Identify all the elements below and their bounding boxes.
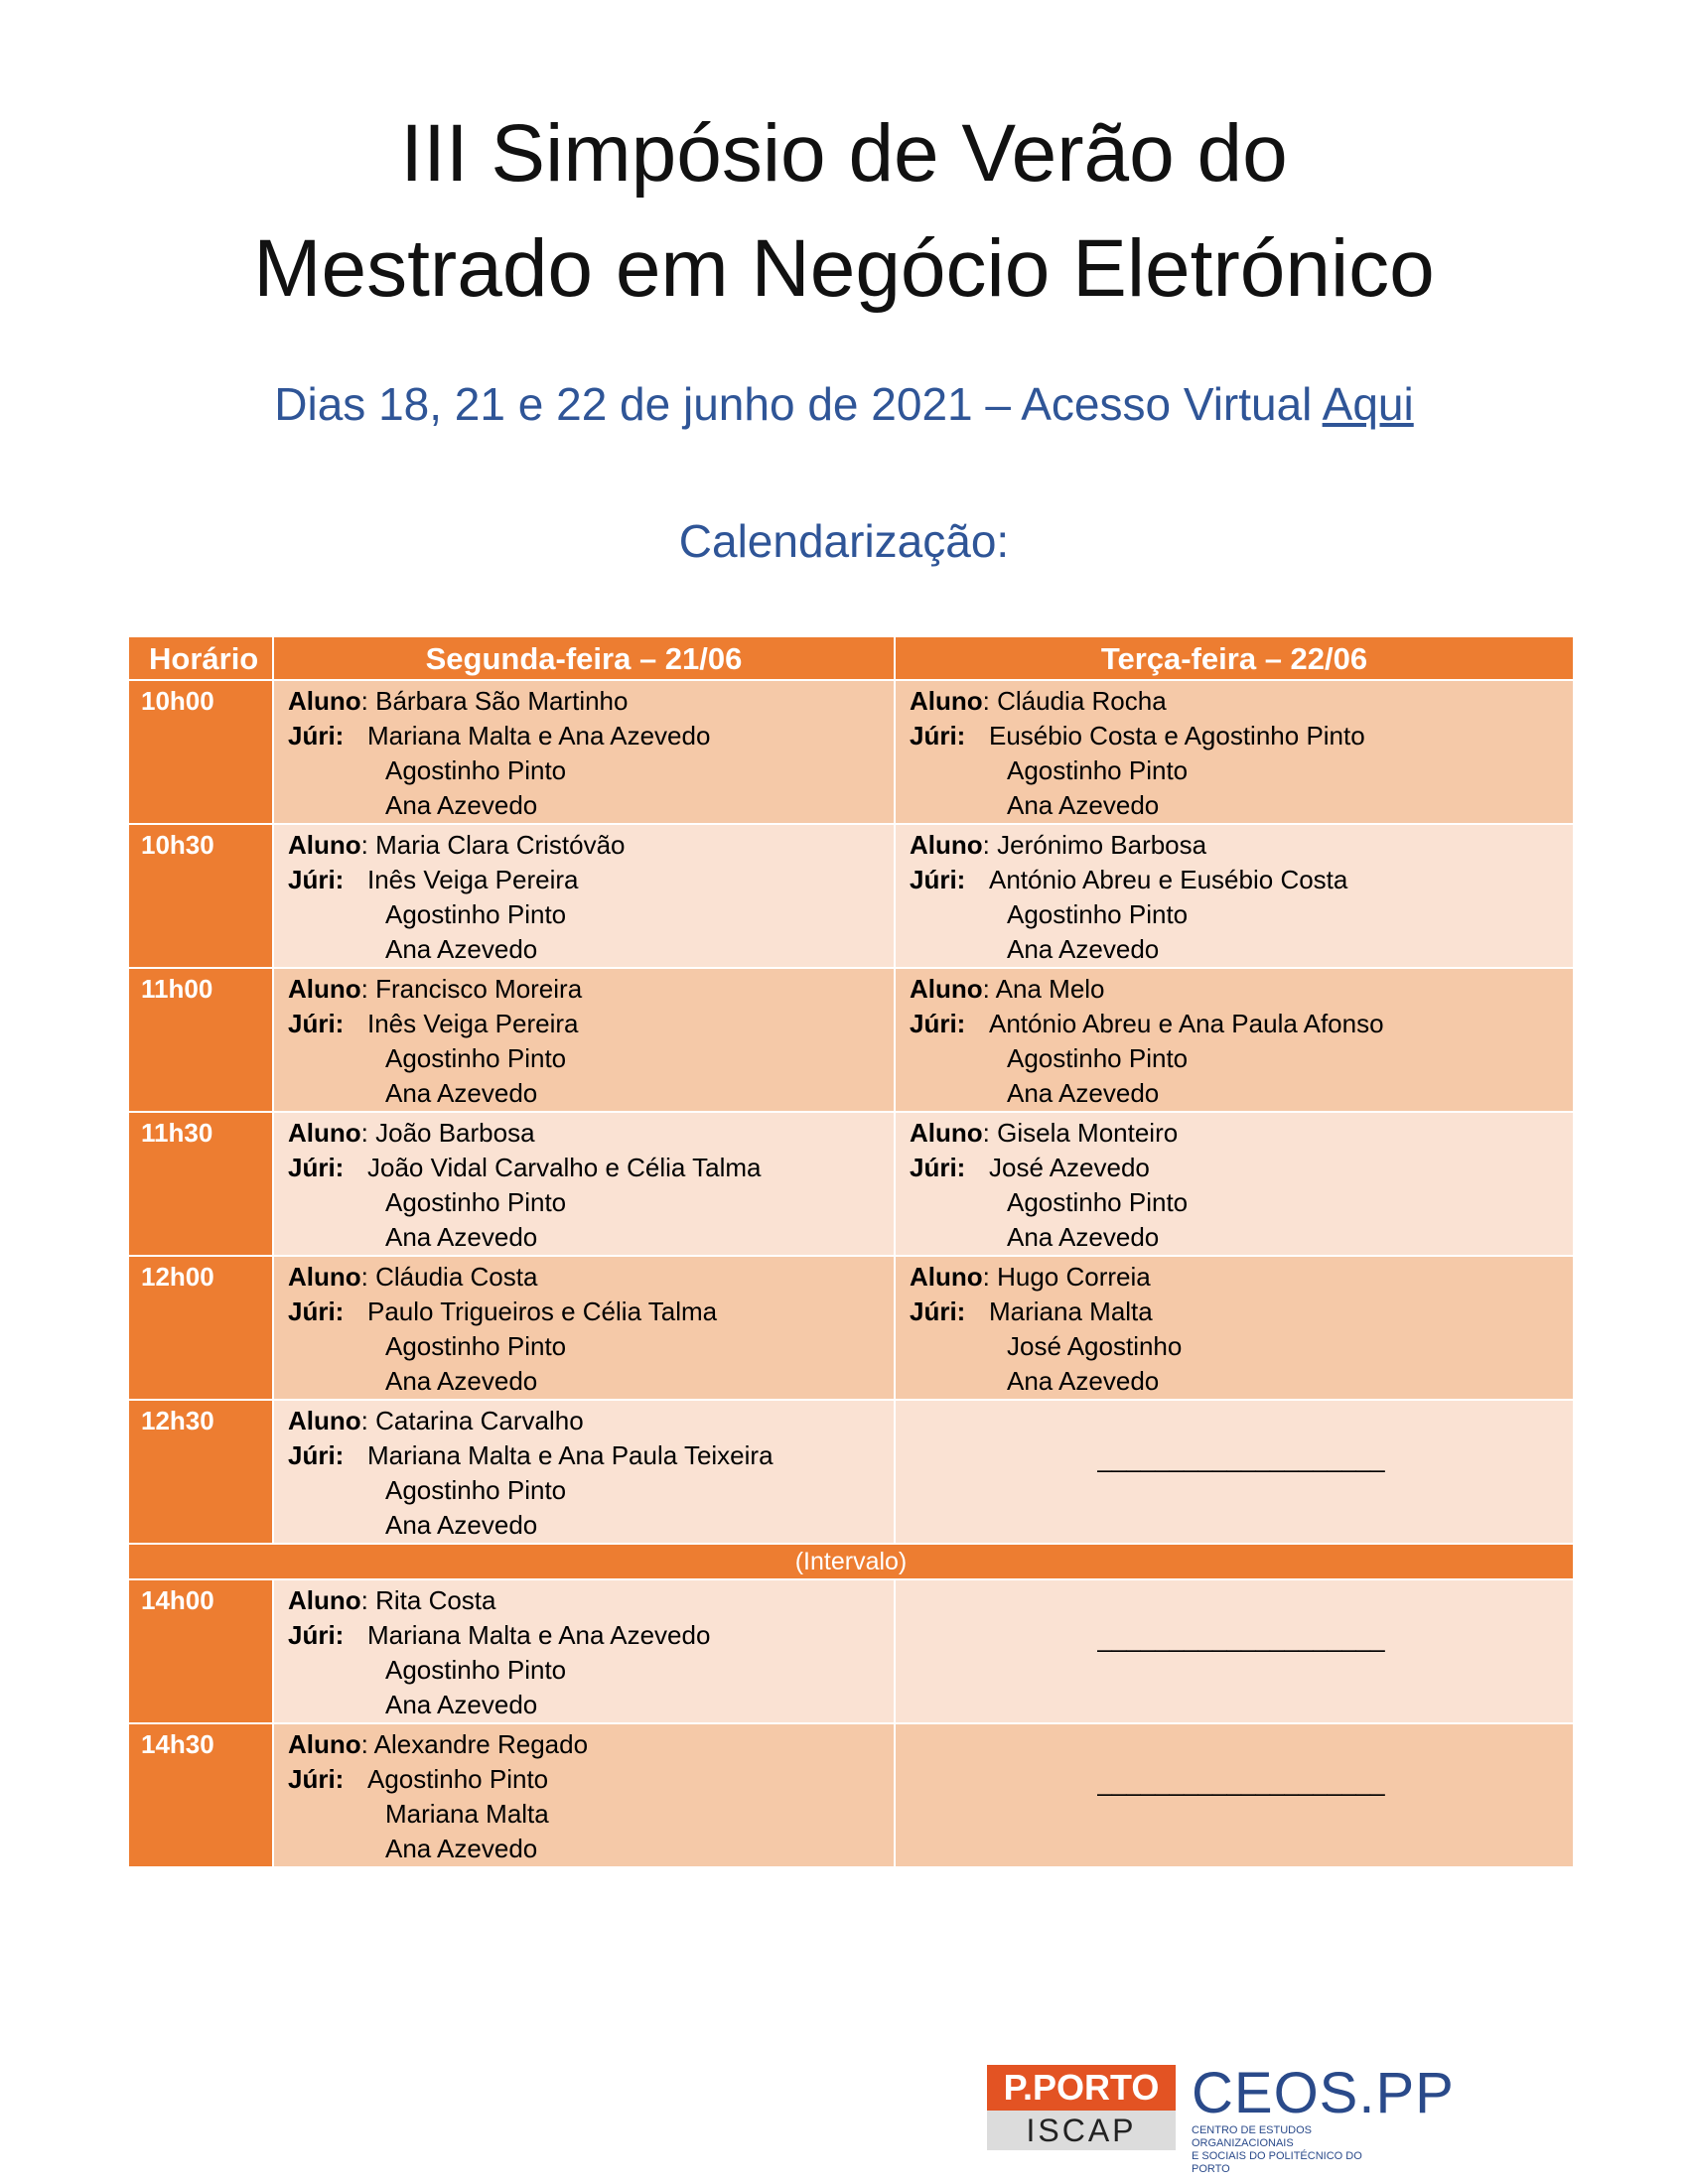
aluno-name: Jerónimo Barbosa	[997, 830, 1207, 860]
tuesday-cell-empty	[895, 1723, 1574, 1867]
monday-cell: Aluno: Catarina Carvalho Júri: Mariana Malta e Ana Paula Teixeira Agostinho Pinto Ana Azevedo	[273, 1400, 895, 1544]
monday-cell: Aluno: João Barbosa Júri: João Vidal Carvalho e Célia Talma Agostinho Pinto Ana Azevedo	[273, 1112, 895, 1256]
time-cell: 14h00	[128, 1579, 273, 1723]
table-header-row	[128, 636, 1574, 680]
juri-member: Ana Azevedo	[385, 1078, 538, 1108]
ceos-subtitle-1: CENTRO DE ESTUDOS ORGANIZACIONAIS	[1192, 2124, 1313, 2149]
juri-label: Júri:	[288, 1440, 345, 1470]
juri-member: Agostinho Pinto	[385, 1043, 567, 1073]
aluno-name: Alexandre Regado	[373, 1729, 589, 1759]
juri-member: Ana Azevedo	[1007, 934, 1160, 964]
monday-cell: Aluno: Cláudia Costa Júri: Paulo Trigueiros e Célia Talma Agostinho Pinto Ana Azevedo	[273, 1256, 895, 1400]
access-link[interactable]: Aqui	[1322, 378, 1414, 430]
aluno-name: Gisela Monteiro	[997, 1118, 1179, 1148]
aluno-name: Francisco Moreira	[375, 974, 583, 1004]
aluno-label: Aluno	[288, 830, 361, 860]
juri-member: Ana Azevedo	[385, 1834, 538, 1863]
juri-member: Ana Azevedo	[385, 1366, 538, 1396]
juri-member: Agostinho Pinto	[385, 1655, 567, 1685]
tuesday-cell: Aluno: Ana Melo Júri: António Abreu e Ana Paula Afonso Agostinho Pinto Ana Azevedo	[895, 968, 1574, 1112]
tuesday-cell: Aluno: Cláudia Rocha Júri: Eusébio Costa e Agostinho Pinto Agostinho Pinto Ana Azevedo	[895, 680, 1574, 824]
pporto-logo-text: P.PORTO	[987, 2065, 1176, 2111]
monday-cell: Aluno: Bárbara São Martinho Júri: Mariana Malta e Ana Azevedo Agostinho Pinto Ana Azevedo	[273, 680, 895, 824]
empty-slot-line: ____________________	[1097, 1443, 1385, 1473]
aluno-name: Ana Melo	[995, 974, 1105, 1004]
title-line-1: III Simpósio de Verão do	[400, 108, 1288, 199]
time-cell: 14h30	[128, 1723, 273, 1867]
juri-names: João Vidal Carvalho e Célia Talma	[367, 1153, 762, 1182]
monday-cell: Aluno: Rita Costa Júri: Mariana Malta e Ana Azevedo Agostinho Pinto Ana Azevedo	[273, 1579, 895, 1723]
juri-names: Eusébio Costa e Agostinho Pinto	[989, 721, 1365, 751]
juri-names: Mariana Malta e Ana Azevedo	[367, 1620, 711, 1650]
empty-slot-line: ____________________	[1097, 1623, 1385, 1653]
juri-member: Ana Azevedo	[385, 790, 538, 820]
tuesday-cell: Aluno: Gisela Monteiro Júri: José Azevedo Agostinho Pinto Ana Azevedo	[895, 1112, 1574, 1256]
juri-label: Júri:	[910, 721, 966, 751]
juri-member: Ana Azevedo	[385, 1510, 538, 1540]
juri-member: José Agostinho	[1007, 1331, 1183, 1361]
table-row	[128, 1256, 1574, 1400]
juri-member: Agostinho Pinto	[1007, 755, 1189, 785]
ceos-logo-text: CEOS.PP	[1192, 2061, 1455, 2125]
break-label: (Intervalo)	[128, 1544, 1574, 1579]
juri-member: Agostinho Pinto	[1007, 1043, 1189, 1073]
juri-names: Inês Veiga Pereira	[367, 865, 579, 894]
time-cell: 12h30	[128, 1400, 273, 1544]
aluno-label: Aluno	[910, 830, 983, 860]
juri-label: Júri:	[288, 1297, 345, 1326]
juri-member: Agostinho Pinto	[385, 1331, 567, 1361]
aluno-label: Aluno	[910, 1118, 983, 1148]
aluno-label: Aluno	[910, 686, 983, 716]
aluno-name: Maria Clara Cristóvão	[375, 830, 626, 860]
time-cell: 11h30	[128, 1112, 273, 1256]
schedule-table	[127, 635, 1575, 1868]
juri-member: Ana Azevedo	[385, 1222, 538, 1252]
juri-names: Paulo Trigueiros e Célia Talma	[367, 1297, 718, 1326]
juri-names: Mariana Malta e Ana Azevedo	[367, 721, 711, 751]
table-row	[128, 1723, 1574, 1867]
monday-cell: Aluno: Alexandre Regado Júri: Agostinho Pinto Mariana Malta Ana Azevedo	[273, 1723, 895, 1867]
tuesday-cell: Aluno: Hugo Correia Júri: Mariana Malta José Agostinho Ana Azevedo	[895, 1256, 1574, 1400]
juri-label: Júri:	[288, 865, 345, 894]
juri-names: António Abreu e Eusébio Costa	[989, 865, 1348, 894]
juri-member: Ana Azevedo	[1007, 1078, 1160, 1108]
juri-member: Ana Azevedo	[385, 934, 538, 964]
aluno-name: Rita Costa	[375, 1585, 496, 1615]
aluno-label: Aluno	[288, 1262, 361, 1292]
header-time: Horário	[128, 636, 273, 680]
ceos-subtitle-2: E SOCIAIS DO POLITÉCNICO DO PORTO	[1192, 2150, 1362, 2175]
aluno-label: Aluno	[910, 1262, 983, 1292]
aluno-label: Aluno	[288, 1729, 361, 1759]
juri-label: Júri:	[910, 1297, 966, 1326]
aluno-label: Aluno	[288, 1585, 361, 1615]
juri-label: Júri:	[288, 1764, 345, 1794]
aluno-name: Hugo Correia	[997, 1262, 1151, 1292]
juri-label: Júri:	[288, 1153, 345, 1182]
table-row	[128, 968, 1574, 1112]
aluno-name: Cláudia Costa	[375, 1262, 538, 1292]
monday-cell: Aluno: Francisco Moreira Júri: Inês Veiga Pereira Agostinho Pinto Ana Azevedo	[273, 968, 895, 1112]
ceos-pp-logo	[1192, 2061, 1455, 2175]
juri-member: Agostinho Pinto	[385, 1475, 567, 1505]
pporto-iscap-logo	[987, 2065, 1176, 2150]
iscap-logo-text: ISCAP	[987, 2111, 1176, 2150]
juri-label: Júri:	[288, 1009, 345, 1038]
break-row	[128, 1544, 1574, 1579]
time-cell: 12h00	[128, 1256, 273, 1400]
juri-names: Mariana Malta	[989, 1297, 1153, 1326]
table-row	[128, 1400, 1574, 1544]
table-row	[128, 1579, 1574, 1723]
aluno-name: Bárbara São Martinho	[375, 686, 629, 716]
header-monday: Segunda-feira – 21/06	[273, 636, 895, 680]
aluno-name: Catarina Carvalho	[375, 1406, 584, 1435]
juri-label: Júri:	[288, 1620, 345, 1650]
subtitle	[0, 377, 1688, 431]
tuesday-cell-empty	[895, 1400, 1574, 1544]
juri-member: Agostinho Pinto	[385, 755, 567, 785]
aluno-label: Aluno	[288, 1118, 361, 1148]
juri-member: Agostinho Pinto	[385, 899, 567, 929]
time-cell: 11h00	[128, 968, 273, 1112]
aluno-label: Aluno	[288, 1406, 361, 1435]
juri-names: Agostinho Pinto	[367, 1764, 549, 1794]
juri-names: Inês Veiga Pereira	[367, 1009, 579, 1038]
juri-label: Júri:	[288, 721, 345, 751]
table-row	[128, 824, 1574, 968]
aluno-label: Aluno	[288, 974, 361, 1004]
juri-member: Mariana Malta	[385, 1799, 549, 1829]
title-line-2: Mestrado em Negócio Eletrónico	[253, 223, 1435, 314]
juri-label: Júri:	[910, 1153, 966, 1182]
juri-member: Ana Azevedo	[1007, 790, 1160, 820]
tuesday-cell-empty	[895, 1579, 1574, 1723]
aluno-label: Aluno	[288, 686, 361, 716]
juri-member: Agostinho Pinto	[385, 1187, 567, 1217]
juri-names: José Azevedo	[989, 1153, 1150, 1182]
tuesday-cell: Aluno: Jerónimo Barbosa Júri: António Abreu e Eusébio Costa Agostinho Pinto Ana Azevedo	[895, 824, 1574, 968]
monday-cell: Aluno: Maria Clara Cristóvão Júri: Inês Veiga Pereira Agostinho Pinto Ana Azevedo	[273, 824, 895, 968]
aluno-name: João Barbosa	[375, 1118, 535, 1148]
juri-member: Ana Azevedo	[1007, 1366, 1160, 1396]
juri-label: Júri:	[910, 865, 966, 894]
juri-member: Ana Azevedo	[1007, 1222, 1160, 1252]
header-tuesday: Terça-feira – 22/06	[895, 636, 1574, 680]
juri-member: Agostinho Pinto	[1007, 1187, 1189, 1217]
aluno-name: Cláudia Rocha	[997, 686, 1167, 716]
juri-names: Mariana Malta e Ana Paula Teixeira	[367, 1440, 774, 1470]
time-cell: 10h30	[128, 824, 273, 968]
juri-member: Agostinho Pinto	[1007, 899, 1189, 929]
aluno-label: Aluno	[910, 974, 983, 1004]
table-row	[128, 680, 1574, 824]
juri-names: António Abreu e Ana Paula Afonso	[989, 1009, 1384, 1038]
section-heading: Calendarização:	[678, 515, 1010, 567]
empty-slot-line: ____________________	[1097, 1767, 1385, 1797]
juri-member: Ana Azevedo	[385, 1690, 538, 1719]
time-cell: 10h00	[128, 680, 273, 824]
subtitle-text: Dias 18, 21 e 22 de junho de 2021 – Acesso Virtual	[274, 378, 1323, 430]
table-row	[128, 1112, 1574, 1256]
juri-label: Júri:	[910, 1009, 966, 1038]
